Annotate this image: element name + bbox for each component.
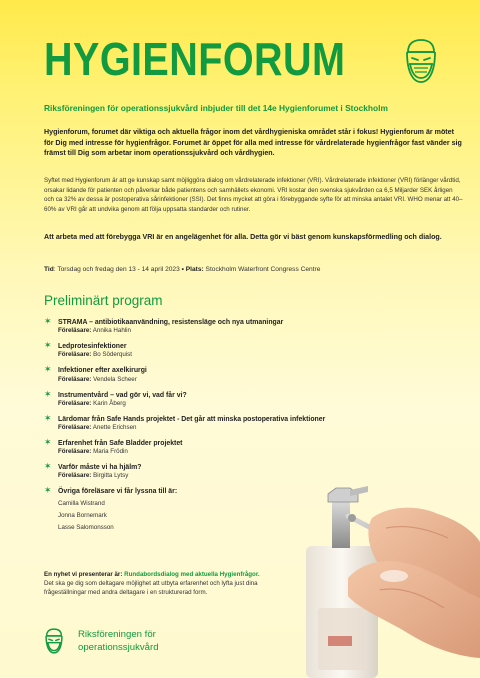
- place-label: Plats:: [185, 266, 204, 273]
- surgeon-mask-face-icon: [44, 628, 64, 654]
- speaker-name: Bo Söderquist: [93, 351, 132, 359]
- speaker-name: Karin Åberg: [93, 399, 126, 407]
- program-item-speaker: [58, 327, 344, 336]
- program-item: [44, 366, 344, 384]
- program-item-speaker: [58, 448, 344, 457]
- program-item-title: Övriga föreläsare vi får lyssna till är:: [58, 488, 178, 496]
- program-item: [44, 388, 344, 409]
- speaker-name: Lasse Salomonsson: [58, 524, 114, 532]
- program-item: [44, 412, 344, 433]
- star-icon: ✶: [44, 485, 52, 496]
- org-name-line: Riksföreningen för: [78, 629, 156, 640]
- star-icon: ✶: [44, 436, 52, 447]
- program-item-title: STRAMA – antibiotikaanvändning, resistensläge och nya utmaningar: [58, 319, 284, 326]
- speaker-label: Föreläsare:: [58, 472, 92, 480]
- program-item-title: Erfarenhet från Safe Bladder projektet: [58, 439, 183, 447]
- program-item-title: Varför måste vi ha hjälm?: [58, 464, 142, 472]
- details-separator: •: [179, 266, 186, 273]
- org-name-line: operationssjukvård: [78, 641, 159, 653]
- program-item-speaker: [58, 351, 344, 360]
- highlight-paragraph: Att arbeta med att förebygga VRI är en angelägenhet för alla. Detta gör vi bäst genom kunskapsförmedling och dialog.: [44, 233, 442, 241]
- body-paragraph: Syftet med Hygienforum är att ge kunskap samt möjliggöra dialog om vårdrelaterade infektioner (VRI). Vårdrelaterade infektioner (VRI) förlänger vårdtid, orsakar lidande för patienten och påverkar både patientens och samhällets ekonomi. VRI kostar den svenska sjukvården ca 6,5 Miljarder SEK årligen och ca 32% av dessa är postoperativa sårinfektioner (SSI). Det finns mycket att göra i förebyggande syfte för att minska antalet VRI. WHO menar att 40–60% av VRI går att undvika genom att följa uppsatta standarder och rutiner.: [44, 177, 463, 213]
- star-icon: ✶: [44, 388, 52, 399]
- speaker-label: Föreläsare:: [58, 327, 92, 335]
- place-value: Stockholm Waterfront Congress Centre: [203, 266, 321, 273]
- speaker-name: Camilla Wistrand: [58, 499, 105, 507]
- program-item: [44, 318, 344, 336]
- hand-sanitizer-photo: [288, 458, 480, 678]
- speaker-label: Föreläsare:: [58, 424, 92, 431]
- organization-name: [78, 629, 218, 654]
- time-value: : Torsdag och fredag den 13 - 14 april 2023: [53, 266, 180, 273]
- news-text: Det ska ge dig som deltagare möjlighet att utbyta erfarenhet och lyfta just dina frågeställningar med andra deltagare i en strukturerad form.: [44, 579, 258, 596]
- program-item-title: Ledprotesinfektioner: [58, 343, 127, 351]
- program-item-title: Instrumentvård – vad gör vi, vad får vi?: [58, 391, 187, 399]
- news-lead: En nyhet vi presenterar är:: [44, 571, 123, 578]
- subtitle: Riksföreningen för operationssjukvård inbjuder till det 14e Hygienforumet i Stockholm: [44, 103, 388, 113]
- program-item-speaker: [58, 400, 344, 409]
- event-details: [44, 266, 464, 273]
- time-label: Tid: [44, 266, 54, 273]
- program-item: [44, 342, 344, 360]
- star-icon: ✶: [44, 412, 52, 423]
- speaker-name: Annika Hahlin: [92, 327, 131, 335]
- speaker-label: Föreläsare:: [58, 448, 92, 456]
- star-icon: ✶: [44, 461, 52, 472]
- program-item-speaker: [58, 424, 344, 433]
- speaker-label: Föreläsare:: [58, 399, 92, 407]
- speaker-name: Birgitta Lytsy: [93, 472, 129, 480]
- star-icon: ✶: [44, 340, 52, 351]
- news-highlight: Rundabordsdialog med aktuella Hygienfrågor.: [124, 571, 260, 578]
- surgeon-mask-face-icon: [404, 38, 438, 84]
- page-title: HYGIENFORUM: [44, 33, 346, 85]
- program-title: Preliminärt program: [44, 293, 163, 308]
- speaker-name: Vendela Scheer: [93, 375, 137, 383]
- speaker-label: Föreläsare:: [58, 351, 92, 359]
- intro-paragraph: Hygienforum, forumet där viktiga och aktuella frågor inom det vårdhygieniska området står i fokus! Hygienforum är mötet för Dig med intresse för hygienfrågor. Forumet är öppet för alla med intresse för vårdrelaterade hygienfrågor fast vänder sig främst till Dig som arbetar inom operationssjukvård och vårdhygien.: [44, 128, 462, 158]
- program-item-title: Infektioner efter axelkirurgi: [58, 367, 147, 375]
- speaker-name: Jonna Bornemark: [58, 511, 107, 519]
- program-item-speaker: [58, 376, 344, 385]
- news-paragraph: [44, 571, 294, 598]
- star-icon: ✶: [44, 316, 52, 326]
- program-item: [44, 436, 344, 457]
- speaker-name: Maria Frödin: [93, 448, 128, 456]
- star-icon: ✶: [44, 364, 52, 375]
- speaker-label: Föreläsare:: [58, 375, 92, 383]
- program-item-title: Lärdomar från Safe Hands projektet - Det går att minska postoperativa infektioner: [58, 415, 326, 423]
- speaker-name: Anette Erichsen: [92, 424, 137, 431]
